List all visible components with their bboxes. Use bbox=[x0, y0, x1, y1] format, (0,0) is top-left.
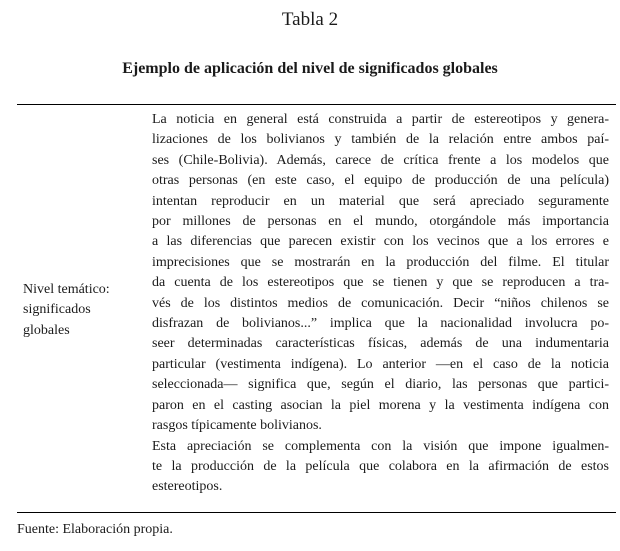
text-line: da cuenta de los estereotipos que se tienen y que se reproducen a tra- bbox=[152, 275, 609, 291]
text-line: disfrazan de bolivianos...” implica que la nacionalidad involucra po- bbox=[152, 316, 609, 332]
paragraph-1 bbox=[152, 110, 609, 437]
text-line: Esta apreciación se complementa con la visión que impone igualmen- bbox=[152, 438, 609, 454]
text-line: lizaciones de los bolivianos y también de la relación entre ambos paí- bbox=[152, 132, 609, 148]
text-line: imprecisiones que se mostrarán en la producción del filme. El titular bbox=[152, 254, 609, 270]
text-line: rasgos típicamente bolivianos. bbox=[152, 418, 322, 434]
text-line: seleccionada— significa que, según el diario, las personas que partici- bbox=[152, 377, 609, 393]
text-line: a las diferencias que parecen existir con los vecinos que a los errores e bbox=[152, 234, 609, 250]
text-line: seer determinadas características físicas, además de una indumentaria bbox=[152, 336, 609, 352]
text-line: La noticia en general está construida a partir de estereotipos y genera- bbox=[152, 112, 609, 127]
table-row-content bbox=[152, 110, 609, 498]
table-bottom-rule bbox=[17, 512, 616, 513]
text-line: te la producción de la película que colabora en la afirmación de estos bbox=[152, 458, 609, 474]
row-label-line: Nivel temático: bbox=[23, 282, 110, 297]
table-row-label bbox=[23, 280, 143, 341]
source-note: Fuente: Elaboración propia. bbox=[17, 522, 173, 537]
table-top-rule bbox=[17, 104, 616, 105]
text-line: estereotipos. bbox=[152, 479, 223, 495]
text-line: ses (Chile-Bolivia). Además, carece de crítica frente a los modelos que bbox=[152, 152, 609, 168]
row-label-line: significados bbox=[23, 302, 91, 318]
text-line: paron en el casting asocian la piel morena y la vestimenta indígena con bbox=[152, 397, 609, 413]
paragraph-2 bbox=[152, 437, 609, 498]
table-label: Tabla 2 bbox=[281, 9, 339, 30]
text-line: vés de los distintos medios de comunicación. Decir “niños chilenos se bbox=[152, 295, 609, 311]
text-line: particular (vestimenta indígena). Lo anterior —en el caso de la noticia bbox=[152, 356, 609, 372]
row-label-line: globales bbox=[23, 322, 70, 338]
text-line: intentan reproducir en un material que será apreciado seguramente bbox=[152, 193, 609, 209]
text-line: por millones de personas en el mundo, otorgándole más importancia bbox=[152, 214, 609, 230]
table-title: Ejemplo de aplicación del nivel de significados globales bbox=[122, 60, 498, 77]
text-line: otras personas (en este caso, el equipo de producción de una película) bbox=[152, 173, 609, 189]
